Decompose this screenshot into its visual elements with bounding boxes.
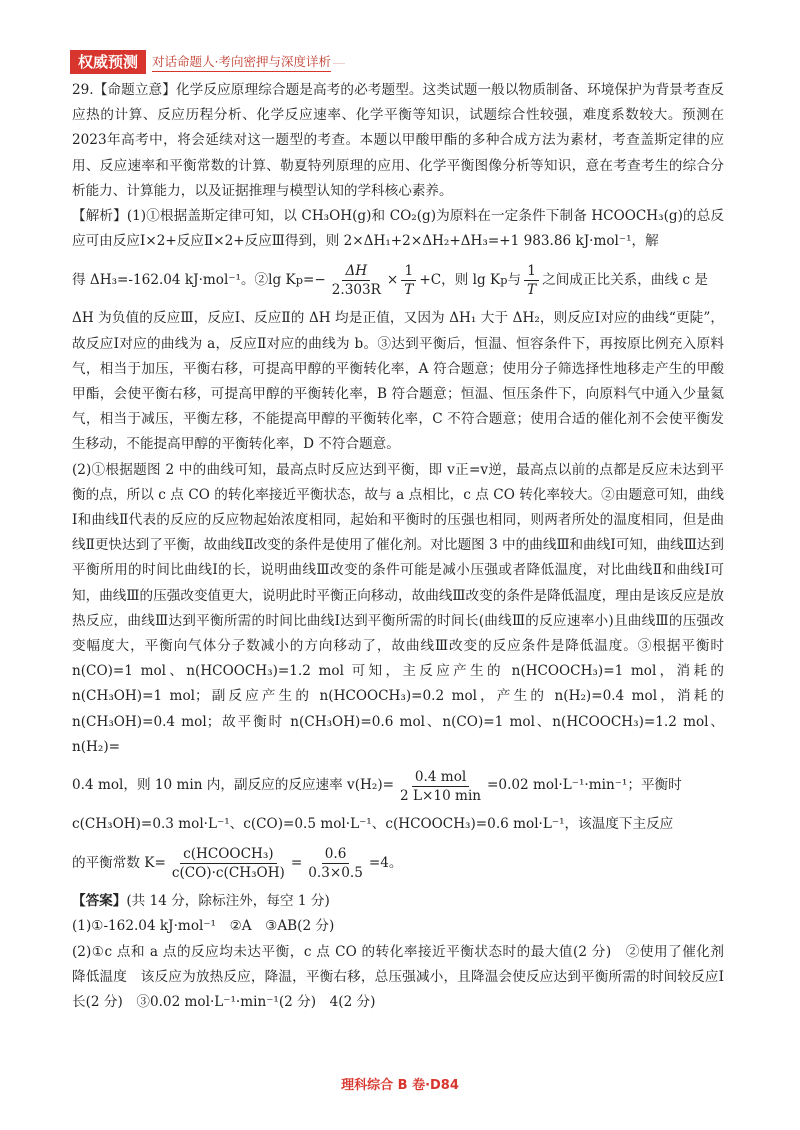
answer-part-1: (1)①-162.04 kJ·mol⁻¹ ②A ③AB(2 分)	[72, 918, 335, 935]
analysis-p2: (2)①根据题图 2 中的曲线可知，最高点时反应达到平衡，即 v正=v逆，最高点以前的点都是反应未达到平衡的点，所以 c 点 CO 的转化率接近平衡状态，故与 a 点相比，c 点 CO 转化率较大。②由题意可知，曲线Ⅰ和曲线Ⅱ代表的反应的反应物起始浓度相同，起始和平衡时的压强也相同，则两者所处的温度相同，但是曲线Ⅱ更快达到了平衡，故曲线Ⅱ改变的条件是使用了催化剂。对比题图 3 中的曲线Ⅲ和曲线Ⅰ可知，曲线Ⅲ达到平衡所用的时间比曲线Ⅰ的长，说明曲线Ⅲ改变的条件可能是减小压强或者降低温度，对比曲线Ⅱ和曲线Ⅰ可知，曲线Ⅲ的压强改变值更大，说明此时平衡正向移动，故曲线Ⅲ改变的条件是降低温度，理由是该反应是放热反应，曲线Ⅲ达到平衡所需的时间比曲线Ⅰ达到平衡所需的时间长(曲线Ⅲ的反应速率小)且曲线Ⅲ的压强改变幅度大，平衡向气体分子数减小的方向移动了，故曲线Ⅲ改变的反应条件是降低温度。③根据平衡时 n(CO)=1 mol、n(HCOOCH₃)=1.2 mol 可知，主反应产生的 n(HCOOCH₃)=1 mol，消耗的 n(CH₃OH)=1 mol；副反应产生的 n(HCOOCH₃)=0.2 mol，产生的 n(H₂)=0.4 mol，消耗的 n(CH₃OH)=0.4 mol；故平衡时 n(CH₃OH)=0.6 mol、n(CO)=1 mol、n(HCOOCH₃)=1.2 mol、n(H₂)=	[72, 461, 724, 755]
header-subtitle: 对话命题人·考向密押与深度详析	[152, 52, 331, 72]
frac2-num: 1	[401, 262, 416, 281]
header-mark: ……	[333, 58, 345, 66]
analysis-p1c: ΔH 为负值的反应Ⅲ，反应Ⅰ、反应Ⅱ的 ΔH 均是正值，又因为 ΔH₁ 大于 ΔH₂，则反应Ⅰ对应的曲线“更陡”，故反应Ⅰ对应的曲线为 a，反应Ⅱ对应的曲线为 b。③达到平衡后，恒温、恒容条件下，再按原比例充入原料气，相当于加压，平衡右移，可提高甲醇的平衡转化率，A 符合题意；使用分子筛选择性地移走产生的甲酸甲酯，会使平衡右移，可提高甲醇的平衡转化率，B 符合题意；恒温、恒压条件下，向原料气中通入少量氦气，相当于减压，平衡左移，不能提高甲醇的平衡转化率，C 不符合题意；使用合适的催化剂不会使平衡发生移动，不能提高甲醇的平衡转化率，D 不符合题意。	[72, 310, 724, 453]
analysis-formula-line-1	[72, 254, 724, 306]
formula3-pre: 的平衡常数 K=	[72, 854, 166, 871]
question-number: 29.	[72, 82, 94, 98]
formula1-sub: p	[295, 272, 303, 287]
formula1-eq: =−	[302, 271, 326, 288]
fraction-k	[169, 845, 288, 882]
analysis-formula-line-3	[72, 837, 724, 889]
answer-header	[72, 889, 724, 914]
frac5-den: c(CO)·c(CH₃OH)	[171, 864, 285, 881]
answer-label: 【答案】	[72, 893, 127, 910]
frac4-den: 2 L×10 min	[400, 787, 482, 804]
formula1-pre: 得 ΔH₃=-162.04 kJ·mol⁻¹。②lg K	[72, 271, 296, 288]
answer-note: (共 14 分，除标注外，每空 1 分)	[126, 893, 330, 910]
frac6-den: 0.3×0.5	[308, 864, 363, 881]
intent-label: 【命题立意】	[93, 82, 176, 98]
frac4-num: 0.4 mol	[412, 768, 469, 787]
analysis-label: 【解析】	[72, 208, 127, 225]
formula1-sub2: p	[500, 272, 508, 287]
formula1-mid: +C，则 lg K	[419, 271, 501, 288]
fraction-dh	[329, 262, 384, 299]
analysis-text-1a: (1)①根据盖斯定律可知，以 CH₃OH(g)和 CO₂(g)为原料在一定条件下制备 HCOOCH₃(g)的总反应可由反应Ⅰ×2+反应Ⅱ×2+反应Ⅲ得到，则 2×ΔH₁+2×ΔH₂+ΔH₃=+1 983.86 kJ·mol⁻¹，解	[72, 208, 725, 250]
analysis-p4: c(CH₃OH)=0.3 mol·L⁻¹、c(CO)=0.5 mol·L⁻¹、c(HCOOCH₃)=0.6 mol·L⁻¹，该温度下主反应	[72, 816, 674, 833]
formula1-mid2: 与	[507, 271, 522, 288]
answer-part-2: (2)①c 点和 a 点的反应均未达平衡，c 点 CO 的转化率接近平衡状态时的最大值(2 分) ②使用了催化剂 降低温度 该反应为放热反应，降温，平衡右移，总压强减小，且降温会使反应达到平衡所需的时间较反应Ⅰ长(2 分) ③0.02 mol·L⁻¹·min⁻¹(2 分) 4(2 分)	[72, 943, 738, 1011]
frac1-num: ΔH	[342, 262, 370, 281]
formula3-eq: =	[290, 854, 303, 871]
frac6-num: 0.6	[322, 845, 350, 864]
formula2-pre: 0.4 mol，则 10 min 内，副反应的反应速率 v(H₂)=	[72, 777, 395, 794]
frac3-den: T	[527, 281, 537, 298]
formula2-post: =0.02 mol·L⁻¹·min⁻¹；平衡时	[487, 777, 682, 794]
page-header	[70, 50, 345, 74]
page-footer: 理科综合 B 卷·D84	[341, 1078, 459, 1093]
header-tag: 权威预测	[70, 50, 146, 74]
intent-paragraph	[72, 78, 724, 204]
frac1-den: 2.303R	[331, 281, 381, 298]
fraction-rate	[397, 768, 484, 805]
fraction-1-over-t	[401, 262, 416, 299]
intent-text: 化学反应原理综合题是高考的必考题型。这类试题一般以物质制备、环境保护为背景考查反应热的计算、反应历程分析、化学反应速率、化学平衡等知识，试题综合性较强，难度系数较大。预测在2023年高考中，将会延续对这一题型的考查。本题以甲酸甲酯的多种合成方法为素材，考查盖斯定律的应用、反应速率和平衡常数的计算、勒夏特列原理的应用、化学平衡图像分析等知识，意在考查考生的综合分析能力、计算能力，以及证据推理与模型认知的学科核心素养。	[72, 82, 725, 199]
question-content	[72, 78, 738, 1015]
formula3-post: =4。	[368, 854, 403, 871]
analysis-formula-line-2	[72, 760, 724, 812]
frac3-num: 1	[524, 262, 539, 281]
frac2-den: T	[404, 281, 414, 298]
fraction-1-over-t-2	[524, 262, 539, 299]
analysis-p1a	[72, 204, 724, 254]
fraction-k-value	[305, 845, 366, 882]
frac5-num: c(HCOOCH₃)	[180, 845, 276, 864]
times-sign: ×	[386, 271, 399, 288]
formula1-post: 之间成正比关系，曲线 c 是	[542, 271, 708, 288]
